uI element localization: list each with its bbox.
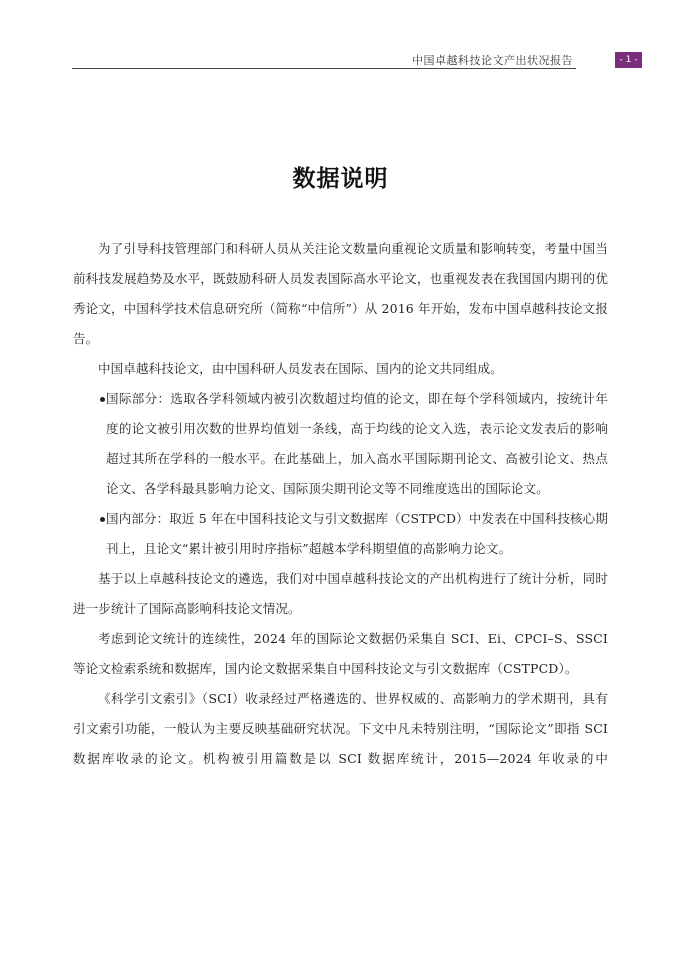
running-header	[72, 52, 640, 69]
paragraph-intro: 为了引导科技管理部门和科研人员从关注论文数量向重视论文质量和影响转变，考量中国当前科技发展趋势及水平，既鼓励科研人员发表国际高水平论文，也重视发表在我国国内期刊的优秀论文，中国科学技术信息研究所（简称“中信所”）从 2016 年开始，发布中国卓越科技论文报告。	[73, 241, 608, 346]
list-item-international	[73, 384, 608, 504]
header-title: 中国卓越科技论文产出状况报告	[412, 54, 573, 67]
body-text	[73, 234, 608, 774]
bullet-domestic-text: 国内部分：取近 5 年在中国科技论文与引文数据库（CSTPCD）中发表在中国科技核心期刊上，且论文“累计被引用时序指标”超越本学科期望值的高影响力论文。	[106, 511, 608, 556]
bullet-icon	[100, 397, 105, 402]
paragraph-composition: 中国卓越科技论文，由中国科研人员发表在国际、国内的论文共同组成。	[98, 361, 503, 376]
paragraph-analysis: 基于以上卓越科技论文的遴选，我们对中国卓越科技论文的产出机构进行了统计分析，同时进一步统计了国际高影响科技论文情况。	[73, 571, 608, 616]
paragraph-sci: 《科学引文索引》（SCI）收录经过严格遴选的、世界权威的、高影响力的学术期刊，具有引文索引功能，一般认为主要反映基础研究状况。下文中凡未特别注明，“国际论文”即指 SCI 数据库收录的论文。机构被引用篇数是以 SCI 数据库统计，2015—2024 年收录的中	[73, 691, 608, 766]
page-title: 数据说明	[292, 165, 389, 192]
list-item-domestic	[73, 504, 608, 564]
paragraph-data-sources: 考虑到论文统计的连续性，2024 年的国际论文数据仍采集自 SCI、Ei、CPCI–S、SSCI 等论文检索系统和数据库，国内论文数据采集自中国科技论文与引文数据库（CSTPCD）。	[73, 631, 608, 676]
bullet-international-text: 国际部分：选取各学科领域内被引次数超过均值的论文，即在每个学科领域内，按统计年度的论文被引用次数的世界均值划一条线，高于均线的论文入选，表示论文发表后的影响超过其所在学科的一般水平。在此基础上，加入高水平国际期刊论文、高被引论文、热点论文、各学科最具影响力论文、国际顶尖期刊论文等不同维度选出的国际论文。	[106, 391, 608, 496]
bullet-icon	[100, 517, 105, 522]
page-number-badge: - 1 -	[615, 52, 642, 68]
header-rule	[72, 68, 576, 69]
